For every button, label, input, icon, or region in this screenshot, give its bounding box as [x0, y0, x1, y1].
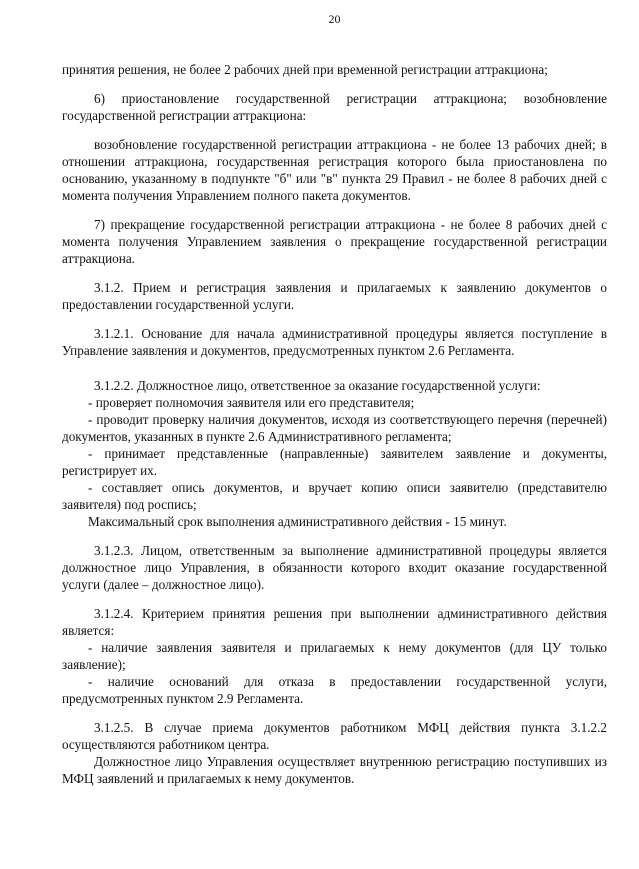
paragraph-3-1-2: 3.1.2. Прием и регистрация заявления и прилагаемых к заявлению документов о предоставлении государственной услуги. [62, 280, 607, 312]
list-item-application-presence: - наличие заявления заявителя и прилагаемых к нему документов (для ЦУ только заявление); [62, 640, 607, 672]
paragraph-3-1-2-5: 3.1.2.5. В случае приема документов работником МФЦ действия пункта 3.1.2.2 осуществляются работником центра. [62, 720, 607, 752]
paragraph-3-1-2-1: 3.1.2.1. Основание для начала административной процедуры является поступление в Управление заявления и документов, предусмотренных пунктом 2.6 Регламента. [62, 326, 607, 358]
paragraph-3-1-2-4: 3.1.2.4. Критерием принятия решения при выполнении административного действия является: [62, 606, 607, 638]
paragraph-termination: 7) прекращение государственной регистрации аттракциона - не более 8 рабочих дней с момента получения Управлением заявления о прекращение государственной регистрации аттракциона. [62, 217, 607, 266]
list-item-refusal-grounds: - наличие оснований для отказа в предоставлении государственной услуги, предусмотренных пунктом 2.9 Регламента. [62, 674, 607, 706]
paragraph-internal-registration: Должностное лицо Управления осуществляет внутреннюю регистрацию поступивших из МФЦ заявлений и прилагаемых к нему документов. [62, 754, 607, 786]
paragraph-suspension: 6) приостановление государственной регистрации аттракциона; возобновление государственной регистрации аттракциона: [62, 91, 607, 123]
list-item-accept-documents: - принимает представленные (направленные) заявителем заявление и документы, регистрирует их. [62, 446, 607, 478]
paragraph-3-1-2-3: 3.1.2.3. Лицом, ответственным за выполнение административной процедуры является должностное лицо Управления, в обязанности которого входит оказание государственной услуги (далее – должностное лицо). [62, 543, 607, 592]
paragraph-max-duration: Максимальный срок выполнения административного действия - 15 минут. [88, 514, 507, 529]
list-item-check-documents: - проводит проверку наличия документов, исходя из соответствующего перечня (перечней) документов, указанных в пункте 2.6 Административного регламента; [62, 412, 607, 444]
paragraph-decision-term: принятия решения, не более 2 рабочих дней при временной регистрации аттракциона; [62, 62, 548, 77]
list-item-inventory: - составляет опись документов, и вручает копию описи заявителю (представителю заявителя) под роспись; [62, 480, 607, 512]
page-number: 20 [328, 12, 341, 26]
paragraph-3-1-2-2: 3.1.2.2. Должностное лицо, ответственное за оказание государственной услуги: [94, 378, 541, 393]
paragraph-resumption: возобновление государственной регистрации аттракциона - не более 13 рабочих дней; в отношении аттракциона, государственная регистрация которого была приостановлена по основанию, указанному в подпункте "б" или "в" пункта 29 Правил - не более 8 рабочих дней с момента получения Управлением полного пакета документов. [62, 137, 607, 203]
list-item-check-authority: - проверяет полномочия заявителя или его представителя; [88, 395, 415, 410]
